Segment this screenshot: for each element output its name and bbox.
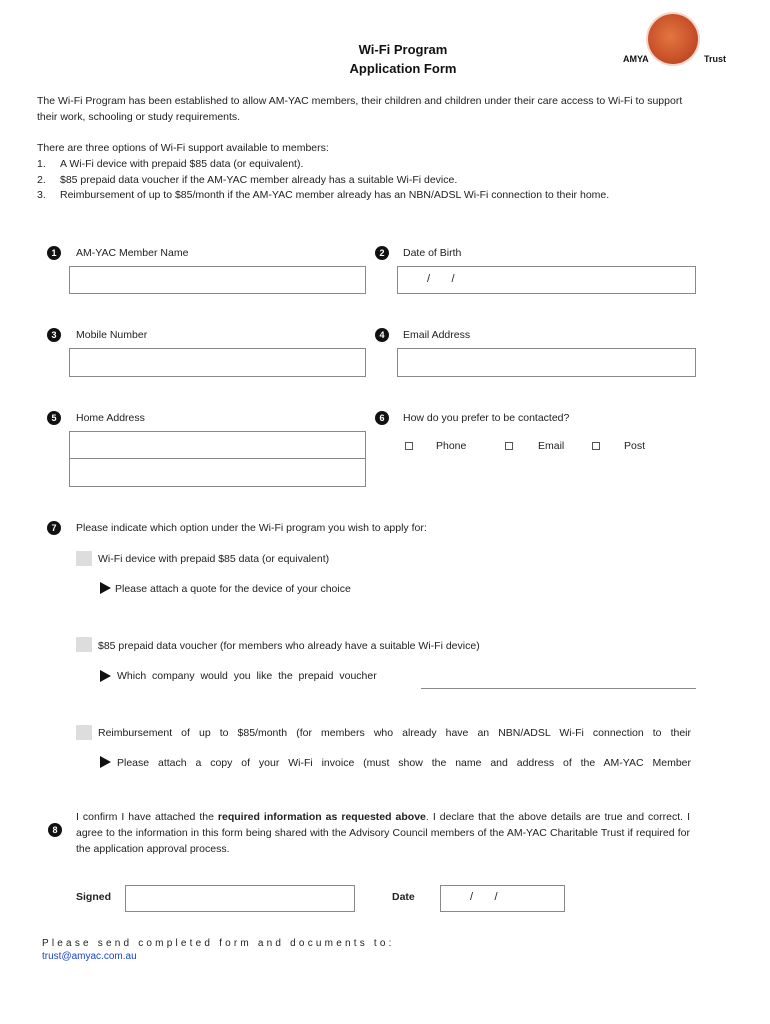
- form-subtitle: Application Form: [349, 61, 457, 76]
- list-item: 3. Reimbursement of up to $85/month if the AM-YAC member already has an NBN/ADSL Wi-Fi connection to their home.: [37, 189, 610, 201]
- step-6-badge: 6: [375, 411, 389, 425]
- signed-label: Signed: [76, 891, 112, 903]
- contact-post-label: Post: [624, 440, 646, 452]
- list-item: 1. A Wi-Fi device with prepaid $85 data (or equivalent).: [37, 158, 304, 170]
- address-input-line2[interactable]: [69, 458, 366, 487]
- step-2-badge: 2: [375, 246, 389, 260]
- step-3-badge: 3: [47, 328, 61, 342]
- list-item: 2. $85 prepaid data voucher if the AM-YAC member already has a suitable Wi-Fi device.: [37, 173, 458, 186]
- contact-email-label: Email: [538, 440, 565, 452]
- contact-phone-label: Phone: [436, 440, 467, 452]
- address-label: Home Address: [76, 412, 145, 424]
- option-voucher-label: $85 prepaid data voucher (for members who already have a suitable Wi-Fi device): [98, 640, 480, 652]
- option-reimbursement-note: Please attach a copy of your Wi-Fi invoice (must show the name and address of the AM-YAC Member: [117, 757, 691, 769]
- logo: [620, 14, 730, 76]
- option-device-label: Wi-Fi device with prepaid $85 data (or equivalent): [98, 553, 330, 565]
- program-question: Please indicate which option under the Wi-Fi program you wish to apply for:: [76, 522, 427, 534]
- mobile-label: Mobile Number: [76, 329, 148, 341]
- declaration-text: I confirm I have attached the required information as requested above. I declare that the above details are true and correct. I agree to the information in this form being shared with the Advisory Council members of the AM-YAC Charitable Trust if required for the application approval process.: [76, 811, 690, 855]
- option-reimbursement-label: Reimbursement of up to $85/month (for members who already have an NBN/ADSL Wi-Fi connection to their: [98, 727, 691, 739]
- contact-email-checkbox[interactable]: [505, 442, 513, 450]
- member-name-label: AM-YAC Member Name: [76, 247, 189, 259]
- intro-paragraph: The Wi-Fi Program has been established to allow AM-YAC members, their children and children under their care access to Wi-Fi to support their work, schooling or study requirements.: [37, 95, 683, 123]
- options-list: [37, 157, 609, 204]
- option-voucher-checkbox[interactable]: [76, 637, 92, 652]
- dob-placeholder: / /: [427, 273, 455, 285]
- contact-email-link[interactable]: trust@amyac.com.au: [42, 951, 137, 962]
- step-5-badge: 5: [47, 411, 61, 425]
- dob-label: Date of Birth: [403, 247, 462, 259]
- logo-text-left: AMYA: [623, 54, 649, 64]
- options-heading: There are three options of Wi-Fi support available to members:: [37, 142, 329, 154]
- date-label: Date: [392, 891, 415, 903]
- member-name-input[interactable]: [69, 266, 366, 294]
- contact-phone-checkbox[interactable]: [405, 442, 413, 450]
- step-7-badge: 7: [47, 521, 61, 535]
- address-input-line1[interactable]: [69, 431, 366, 459]
- step-4-badge: 4: [375, 328, 389, 342]
- logo-emblem-icon: [648, 14, 698, 64]
- option-device-note: Please attach a quote for the device of your choice: [115, 583, 351, 595]
- email-input[interactable]: [397, 348, 696, 377]
- arrow-right-icon: [100, 582, 111, 594]
- date-input[interactable]: [440, 885, 565, 912]
- send-instructions: Please send completed form and documents to:: [42, 938, 395, 949]
- voucher-company-input[interactable]: [421, 688, 696, 689]
- step-1-badge: 1: [47, 246, 61, 260]
- option-reimbursement-checkbox[interactable]: [76, 725, 92, 740]
- contact-label: How do you prefer to be contacted?: [403, 412, 570, 424]
- declaration-bold: required information as requested above: [217, 811, 426, 823]
- arrow-right-icon: [100, 756, 111, 768]
- dob-input[interactable]: [397, 266, 696, 294]
- form-title: Wi-Fi Program: [358, 42, 448, 57]
- step-8-badge: 8: [48, 823, 62, 837]
- email-label: Email Address: [403, 329, 471, 341]
- arrow-right-icon: [100, 670, 111, 682]
- logo-text-right: Trust: [704, 54, 727, 64]
- option-voucher-note: Which company would you like the prepaid voucher: [117, 670, 377, 682]
- date-placeholder: / /: [470, 891, 498, 903]
- mobile-input[interactable]: [69, 348, 366, 377]
- signature-input[interactable]: [125, 885, 355, 912]
- option-device-checkbox[interactable]: [76, 551, 92, 566]
- contact-post-checkbox[interactable]: [592, 442, 600, 450]
